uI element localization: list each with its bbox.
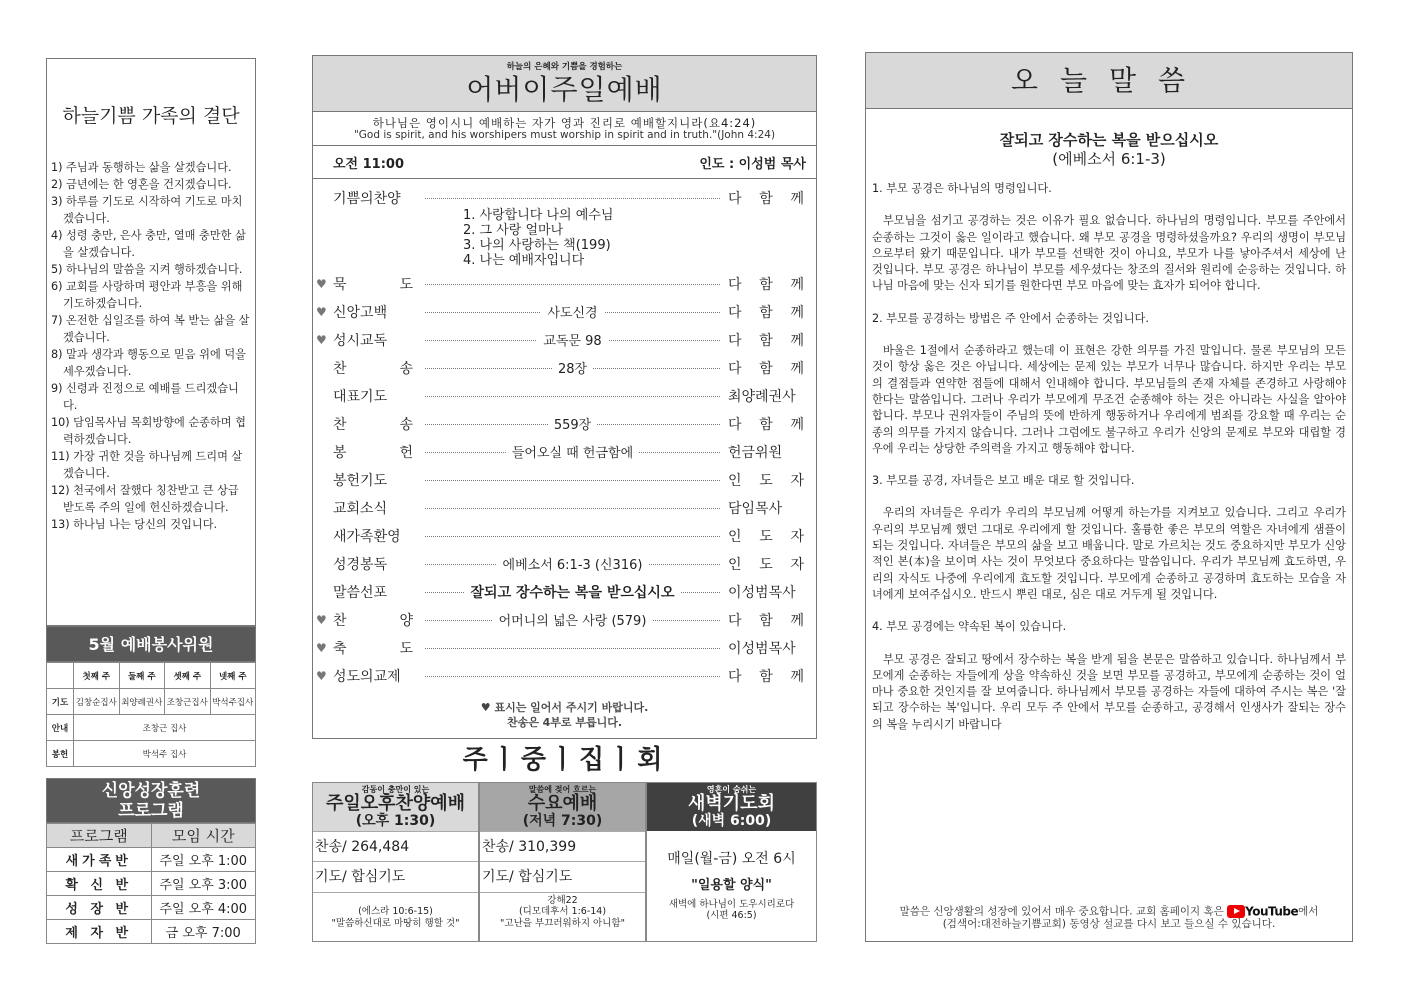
sermon-point: 4. 부모 공경에는 약속된 복이 있습니다. xyxy=(872,620,1067,634)
order-item-detail-wrap xyxy=(425,358,720,377)
sunday-afternoon-service xyxy=(312,782,479,942)
todays-word-header: 오늘말씀 xyxy=(866,53,1352,109)
table-header-cell: 넷째 주 xyxy=(210,663,256,689)
growth-program-title xyxy=(46,778,256,823)
order-item-leader: 헌금위원 xyxy=(728,445,783,461)
order-row xyxy=(313,554,818,576)
order-item-leader: 다 함 께 xyxy=(728,277,804,293)
order-item-leader: 다 함 께 xyxy=(728,305,804,321)
list-item: 4) 성령 충만, 은사 충만, 열매 충만한 삶을 살겠습니다. xyxy=(51,229,246,259)
table-cell: 최양례권사 xyxy=(119,689,165,715)
order-item-leader: 다 함 께 xyxy=(728,361,804,377)
resolution-list xyxy=(51,159,251,533)
table-header-cell: 둘째 주 xyxy=(119,663,165,689)
service-time: 오전 11:00 xyxy=(333,157,405,172)
program-time: 주일 오후 3:00 xyxy=(151,872,256,896)
wednesday-header xyxy=(480,783,645,831)
meeting-time: (저녁 7:30) xyxy=(522,813,603,829)
table-header-cell: 첫째 주 xyxy=(74,663,120,689)
list-item: 9) 신령과 진정으로 예배를 드리겠습니다. xyxy=(51,382,239,412)
list-item: 2. 그 사랑 얼마나 xyxy=(463,223,564,238)
table-cell: 조창근집사 xyxy=(165,689,211,715)
row-label: 봉헌 xyxy=(47,741,74,767)
order-row xyxy=(313,582,818,604)
weekly-meetings-title: 주ㅣ중ㅣ집ㅣ회 xyxy=(462,745,667,775)
order-row xyxy=(313,442,818,464)
meeting-passage: (디모데후서 1:6-14) xyxy=(518,906,607,917)
list-item: 10) 담임목사님 목회방향에 순종하며 협력하겠습니다. xyxy=(51,416,246,446)
order-item-name: 성도의교제 xyxy=(333,669,401,685)
dotted-leader xyxy=(425,648,720,649)
order-row xyxy=(313,386,818,408)
order-item-detail-wrap xyxy=(425,302,720,321)
sermon-paragraph: 바울은 1절에서 순종하라고 했는데 이 표현은 강한 의무를 가진 말입니다. 물론 부모님의 모든 것이 항상 옳은 것은 아닙니다. 세상에는 문제 있는 부모가 너무나 많습니다. 하지만 우리는 부모의 결점들과 연약한 점들에 대해서 인내해야 합니다. 부모님들의 존재 자체를 존경하고 사랑해야 한다는 말씀입니다. 그러나 우리가 부모에게 무조건 순종해야 하는 것은 아니라는 사실을 알아야 합니다. 부모나 권위자들이 주님의 뜻에 반하게 행동하거나 우리에게 범죄를 강요할 때 우리는 순종의 의무를 가지지 않습니다. 그러나 그럼에도 불구하고 우리가 신앙의 문제로 부모와 대립할 경우에 우리는 상당한 주의력을 가지고 행동해야 합니다. xyxy=(872,344,1346,455)
meeting-topic: "말씀하신대로 마땅히 행할 것" xyxy=(331,918,460,929)
order-row xyxy=(313,498,818,520)
meeting-verse: 새벽에 하나님이 도우시리로다 xyxy=(668,899,795,910)
youtube-icon xyxy=(1227,905,1245,918)
list-item: 5) 하나님의 말씀을 지켜 행하겠습니다. xyxy=(51,263,243,276)
order-item-leader: 다 함 께 xyxy=(728,669,804,685)
dawn-header xyxy=(647,783,816,831)
table-cell: 박석주집사 xyxy=(210,689,256,715)
order-item-name: 기쁨의찬양 xyxy=(333,191,401,207)
sermon-reference: (에베소서 6:1-3) xyxy=(1052,150,1166,168)
todays-word-box xyxy=(865,52,1353,942)
order-row xyxy=(313,302,818,324)
service-committee-table xyxy=(46,662,256,767)
list-item: 3) 하루를 기도로 시작하여 기도로 마치겠습니다. xyxy=(51,195,243,225)
order-item-detail-wrap xyxy=(425,330,720,349)
order-note xyxy=(313,700,816,730)
table-row xyxy=(47,715,256,741)
order-item-detail: 28장 xyxy=(552,362,593,377)
program-name: 새가족반 xyxy=(47,848,152,872)
order-item-detail-wrap xyxy=(425,554,720,573)
table-header-cell: 모임 시간 xyxy=(151,824,256,848)
order-row xyxy=(313,610,818,632)
meeting-hymns: 찬송/ 264,484 xyxy=(313,831,478,862)
order-item-detail: 에베소서 6:1-3 (신316) xyxy=(497,558,649,573)
order-row xyxy=(313,470,818,492)
stand-heart-icon: ♥ xyxy=(316,305,327,319)
order-item-detail: 잘되고 장수하는 복을 받으십시오 xyxy=(465,585,681,601)
dawn-prayer-meeting xyxy=(646,782,817,942)
program-time: 금 오후 7:00 xyxy=(151,920,256,944)
order-item-detail-wrap xyxy=(425,610,720,629)
list-item: 13) 하나님 나는 당신의 것입니다. xyxy=(51,518,218,531)
order-item-name: 말씀선포 xyxy=(333,585,388,601)
order-row xyxy=(313,358,818,380)
order-item-name: 성시교독 xyxy=(333,333,388,349)
meeting-time: (오후 1:30) xyxy=(355,813,436,829)
list-item: 1) 주님과 동행하는 삶을 살겠습니다. xyxy=(51,161,232,174)
sermon-paragraph: 부모 공경은 잘되고 땅에서 장수하는 복을 받게 됨을 본문은 말씀하고 있습니다. 하나님께서 부모에게 순종하는 자들에게 상을 약속하신 것을 보면 부모를 공경하고, 부모에게 순종하는 것이 얼마나 중요한 것인지를 잘 보여줍니다. 하나님께서 부모를 공경하는 자들에 대하여 주시는 복은 '잘되고 장수하는 복'입니다. 우리 모두 주 안에서 부모를 순종하고, 공경해서 인생사가 잘되는 장수의 복을 누리시기 바랍니다 xyxy=(872,652,1346,731)
order-item-detail-wrap xyxy=(425,442,720,461)
stand-heart-icon: ♥ xyxy=(316,641,327,655)
order-row xyxy=(313,666,818,688)
table-row xyxy=(47,848,256,872)
table-cell: 조창근 집사 xyxy=(74,715,256,741)
order-item-leader: 다 함 께 xyxy=(728,417,804,433)
list-item: 1. 사랑합니다 나의 예수님 xyxy=(463,208,614,223)
order-item-name: 새가족환영 xyxy=(333,529,401,545)
growth-title-line: 프로그램 xyxy=(118,801,184,821)
service-committee-title: 5월 예배봉사위원 xyxy=(46,626,256,662)
order-item-name: 찬 송 xyxy=(333,417,413,433)
table-header-cell: 프로그램 xyxy=(47,824,152,848)
resolution-title: 하늘기쁨 가족의 결단 xyxy=(62,105,240,127)
table-row xyxy=(47,663,256,689)
sermon-footer xyxy=(866,905,1352,930)
order-item-name: 봉헌기도 xyxy=(333,473,388,489)
order-item-name: 찬 양 xyxy=(333,613,413,629)
meeting-hymns: 찬송/ 310,399 xyxy=(480,831,645,862)
order-item-name: 신앙고백 xyxy=(333,305,388,321)
table-row xyxy=(47,824,256,848)
service-leader: 인도 : 이성범 목사 xyxy=(699,157,806,172)
meeting-passage: (에스라 10:6-15) xyxy=(358,906,433,917)
order-item-name: 대표기도 xyxy=(333,389,388,405)
order-item-name: 묵 도 xyxy=(333,277,413,293)
sermon-body xyxy=(872,181,1346,749)
order-item-detail: 559장 xyxy=(548,418,597,433)
worship-title: 어버이주일예배 xyxy=(466,73,663,106)
order-item-leader: 담임목사 xyxy=(728,501,783,517)
dotted-leader xyxy=(425,508,720,509)
order-item-detail: 들어오실 때 헌금함에 xyxy=(506,446,639,461)
dotted-leader xyxy=(425,284,720,285)
table-cell: 박석주 집사 xyxy=(74,741,256,767)
sermon-paragraph: 우리의 자녀들은 우리가 우리의 부모님께 어떻게 하는가를 지켜보고 있습니다. 그리고 우리가 우리의 부모님께 했던 그대로 우리에게 할 것입니다. 훌륭한 좋은 부모의 역할은 자녀에게 샘플이 되는 것입니다. 자녀들은 부모의 삶을 보고 배웁니다. 말로 가르치는 것도 중요하지만 부모가 신앙적인 본(本)을 보이며 사는 것이 무엇보다 중요하다는 말씀입니다. 우리가 부모님께 효도하면, 우리의 자식도 나중에 우리에게 효도할 것입니다. 부모에게 순종하고 공경하며 효도하는 모습을 자녀에게 보여주십시오. 반드시 뿌린 대로, 심은 대로 거두게 될 것입니다. xyxy=(872,506,1346,601)
dotted-leader xyxy=(425,480,720,481)
meeting-title: 새벽기도회 xyxy=(688,793,775,814)
row-label: 안내 xyxy=(47,715,74,741)
list-item: 12) 천국에서 잘했다 칭찬받고 큰 상급 받도록 주의 일에 헌신하겠습니다. xyxy=(51,484,239,514)
meeting-subtitle: 말씀에 젖어 흐르는 xyxy=(528,785,597,794)
order-item-leader: 다 함 께 xyxy=(728,191,804,207)
meeting-prayer: 기도/ 합심기도 xyxy=(313,861,478,893)
worship-subtitle: 하늘의 은혜와 기쁨을 경험하는 xyxy=(506,62,623,72)
table-row xyxy=(47,896,256,920)
note-line: 찬송은 4부로 부릅니다. xyxy=(506,716,623,729)
order-item-leader: 최양례권사 xyxy=(728,389,796,405)
order-item-leader: 다 함 께 xyxy=(728,613,804,629)
table-header-cell: 셋째 주 xyxy=(165,663,211,689)
resolution-box xyxy=(46,58,256,626)
order-item-name: 교회소식 xyxy=(333,501,388,517)
order-row xyxy=(313,638,818,660)
order-item-name: 찬 송 xyxy=(333,361,413,377)
order-item-detail: 교독문 98 xyxy=(537,334,607,349)
dotted-leader xyxy=(425,676,720,677)
table-row xyxy=(47,741,256,767)
order-row xyxy=(313,526,818,548)
youtube-label: YouTube xyxy=(1245,904,1299,919)
meeting-prayer: 기도/ 합심기도 xyxy=(480,861,645,893)
sunday-header xyxy=(313,783,478,831)
note-line: ♥ 표시는 일어서 주시기 바랍니다. xyxy=(480,701,649,714)
footer-line: (검색어:대전하늘기쁨교회) 동영상 설교를 다시 보고 들으실 수 있습니다. xyxy=(942,918,1276,930)
table-cell: 김창순집사 xyxy=(74,689,120,715)
meeting-passage: (시편 46:5) xyxy=(706,910,757,921)
table-row xyxy=(47,872,256,896)
footer-text: 말씀은 신앙생활의 성장에 있어서 매우 중요합니다. 교회 홈페이지 혹은 xyxy=(899,905,1224,918)
stand-heart-icon: ♥ xyxy=(316,333,327,347)
wednesday-service xyxy=(479,782,646,942)
order-item-detail: 어머니의 넓은 사랑 (579) xyxy=(493,614,653,629)
sermon-point: 3. 부모를 공경, 자녀들은 보고 배운 대로 할 것입니다. xyxy=(872,474,1135,488)
order-item-detail-wrap xyxy=(425,414,720,433)
stand-heart-icon: ♥ xyxy=(316,613,327,627)
meeting-subtitle: 감동이 충만이 있는 xyxy=(361,785,430,794)
list-item: 7) 온전한 십일조를 하여 복 받는 삶을 살겠습니다. xyxy=(51,314,250,344)
meeting-title: 주일오후찬양예배 xyxy=(325,793,466,814)
sermon-point: 2. 부모를 공경하는 방법은 주 안에서 순종하는 것입니다. xyxy=(872,311,1149,325)
sermon-paragraph: 부모님을 섬기고 공경하는 것은 이유가 필요 없습니다. 하나님의 명령입니다. 부모를 주안에서 순종하는 그것이 옳은 일이라고 했습니다. 왜 부모 공경을 명령하셨을까요? 우리의 생명이 부모님으로부터 왔기 때문입니다. 내가 부모를 선택한 것이 아니요, 부모가 나를 낳아주셔서 세상에 난 것입니다. 부모 공경은 하나님이 부모를 세우셨다는 창조의 질서와 원리에 순응하는 것입니다. 하나님 마음에 맞는 신자 되기를 원한다면 부모 마음에 맞는 효자가 되어야 합니다. xyxy=(872,214,1346,293)
list-item: 4. 나는 예배자입니다 xyxy=(463,253,585,268)
stand-heart-icon: ♥ xyxy=(316,277,327,291)
list-item: 11) 가장 귀한 것을 하나님께 드리며 살겠습니다. xyxy=(51,450,243,480)
meeting-topic: "일용할 양식" xyxy=(691,878,772,893)
sermon-point: 1. 부모 공경은 하나님의 명령입니다. xyxy=(872,182,1052,195)
meeting-topic: "고난을 부끄러워하지 아니함" xyxy=(500,918,625,929)
program-time: 주일 오후 1:00 xyxy=(151,848,256,872)
footer-line xyxy=(866,905,1352,918)
list-item: 6) 교회를 사랑하며 평안과 부흥을 위해 기도하겠습니다. xyxy=(51,280,243,310)
table-row xyxy=(47,920,256,944)
order-row xyxy=(313,274,818,296)
dotted-leader xyxy=(425,536,720,537)
meeting-time: (새벽 6:00) xyxy=(691,813,772,829)
footer-text: 에서 xyxy=(1298,905,1319,918)
dotted-leader xyxy=(425,396,720,397)
stand-heart-icon: ♥ xyxy=(316,669,327,683)
list-item: 2) 금년에는 한 영혼을 건지겠습니다. xyxy=(51,178,232,191)
list-item: 8) 말과 생각과 행동으로 믿음 위에 덕을 세우겠습니다. xyxy=(51,348,246,378)
worship-header xyxy=(313,56,816,112)
order-item-leader: 인 도 자 xyxy=(728,473,804,489)
program-name: 확 신 반 xyxy=(47,872,152,896)
order-item-leader: 다 함 께 xyxy=(728,333,804,349)
dotted-leader xyxy=(425,198,720,199)
growth-title-line: 신앙성장훈련 xyxy=(101,781,201,801)
order-item-detail: 사도신경 xyxy=(541,306,603,321)
order-item-name: 봉 헌 xyxy=(333,445,413,461)
youtube-logo[interactable] xyxy=(1227,905,1298,918)
order-item-name: 축 도 xyxy=(333,641,413,657)
order-row xyxy=(313,330,818,352)
verse-english: "God is spirit, and his worshipers must worship in spirit and in truth."(John 4:24) xyxy=(353,129,776,141)
order-item-leader: 인 도 자 xyxy=(728,557,804,573)
row-label: 기도 xyxy=(47,689,74,715)
program-time: 주일 오후 4:00 xyxy=(151,896,256,920)
program-name: 성 장 반 xyxy=(47,896,152,920)
order-item-leader: 이성범목사 xyxy=(728,641,796,657)
sermon-title: 잘되고 장수하는 복을 받으십시오 xyxy=(999,131,1219,149)
program-name: 제 자 반 xyxy=(47,920,152,944)
praise-song-list xyxy=(463,208,613,268)
verse-korean: 하나님은 영이시니 예배하는 자가 영과 진리로 예배할지니라(요4:24) xyxy=(372,116,757,130)
order-item-leader: 인 도 자 xyxy=(728,529,804,545)
table-row xyxy=(47,689,256,715)
time-bar xyxy=(313,145,816,179)
order-item-detail-wrap xyxy=(425,582,720,602)
list-item: 3. 나의 사랑하는 책(199) xyxy=(463,238,611,253)
meeting-schedule: 매일(월-금) 오전 6시 xyxy=(667,851,796,867)
order-row xyxy=(313,188,818,210)
worship-order-box xyxy=(312,55,817,739)
meeting-series: 강해22 xyxy=(547,895,578,906)
meeting-subtitle: 영혼이 숨쉬는 xyxy=(706,785,757,794)
order-item-leader: 이성범목사 xyxy=(728,585,796,601)
order-item-name: 성경봉독 xyxy=(333,557,388,573)
growth-program-table xyxy=(46,823,256,944)
meeting-title: 수요예배 xyxy=(527,793,598,814)
order-row xyxy=(313,414,818,436)
